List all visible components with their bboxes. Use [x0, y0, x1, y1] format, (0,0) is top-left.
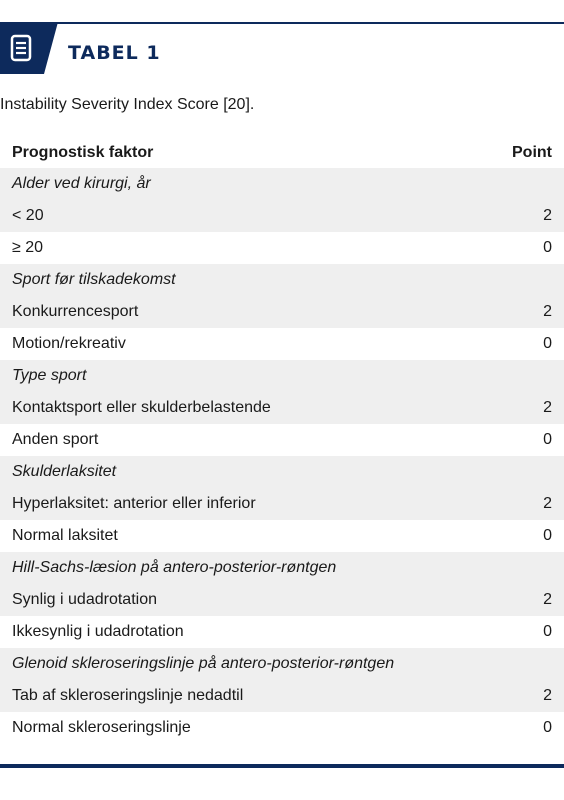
- footer-rule: [0, 764, 564, 768]
- factor-label: Motion/rekreativ: [12, 335, 126, 352]
- category-point-empty: [474, 552, 564, 584]
- factor-label: Synlig i udadrotation: [0, 584, 474, 616]
- point-value: 2: [474, 200, 564, 232]
- category-label: Hill-Sachs-læsion på antero-posterior-røntgen: [0, 552, 474, 584]
- table-row: [0, 392, 564, 424]
- table-row: [0, 232, 564, 264]
- category-point-empty: [474, 648, 564, 680]
- table-row: [0, 584, 564, 616]
- category-label: Alder ved kirurgi, år: [0, 168, 474, 200]
- factor-label: Normal skleroseringslinje: [12, 719, 191, 736]
- category-label: Sport før tilskadekomst: [0, 264, 474, 296]
- category-row: [0, 648, 564, 680]
- factor-label: Ikkesynlig i udadrotation: [12, 623, 184, 640]
- data-table: [0, 137, 564, 744]
- table-row: [0, 520, 564, 552]
- table-row: [0, 712, 564, 744]
- point-value: 2: [474, 392, 564, 424]
- point-value: 0: [543, 239, 552, 256]
- table-row: [0, 424, 564, 456]
- category-point-empty: [474, 360, 564, 392]
- factor-label: < 20: [0, 200, 474, 232]
- factor-label: Kontaktsport eller skulderbelastende: [0, 392, 474, 424]
- factor-label: Hyperlaksitet: anterior eller inferior: [0, 488, 474, 520]
- table-row: [0, 680, 564, 712]
- factor-label: Tab af skleroseringslinje nedadtil: [0, 680, 474, 712]
- factor-label: ≥ 20: [12, 239, 44, 256]
- table-body: [0, 168, 564, 744]
- table-title: TABEL 1: [68, 42, 161, 64]
- point-value: 2: [474, 296, 564, 328]
- column-header-point: Point: [512, 143, 552, 161]
- category-label: Skulderlaksitet: [0, 456, 474, 488]
- table-row: [0, 488, 564, 520]
- category-point-empty: [474, 264, 564, 296]
- table-row: [0, 296, 564, 328]
- table-row: [0, 328, 564, 360]
- factor-label: Normal laksitet: [12, 527, 118, 544]
- category-row: [0, 264, 564, 296]
- factor-label: Konkurrencesport: [0, 296, 474, 328]
- category-row: [0, 456, 564, 488]
- category-row: [0, 552, 564, 584]
- category-label: Glenoid skleroseringslinje på antero-posterior-røntgen: [0, 648, 474, 680]
- point-value: 0: [543, 719, 552, 736]
- category-point-empty: [474, 456, 564, 488]
- category-label: Type sport: [0, 360, 474, 392]
- category-row: [0, 360, 564, 392]
- point-value: 2: [474, 680, 564, 712]
- factor-label: Anden sport: [12, 431, 99, 448]
- table-caption: Instability Severity Index Score [20].: [0, 96, 255, 113]
- table-row: [0, 200, 564, 232]
- category-point-empty: [474, 168, 564, 200]
- point-value: 0: [543, 335, 552, 352]
- table-header-row: [0, 137, 564, 168]
- column-header-factor: Prognostisk faktor: [12, 143, 154, 161]
- header-rule: [0, 22, 564, 24]
- table-row: [0, 616, 564, 648]
- point-value: 2: [474, 584, 564, 616]
- point-value: 0: [543, 431, 552, 448]
- category-row: [0, 168, 564, 200]
- table-header: [0, 22, 564, 74]
- point-value: 0: [543, 623, 552, 640]
- point-value: 0: [543, 527, 552, 544]
- document-list-icon: [0, 22, 58, 74]
- point-value: 2: [474, 488, 564, 520]
